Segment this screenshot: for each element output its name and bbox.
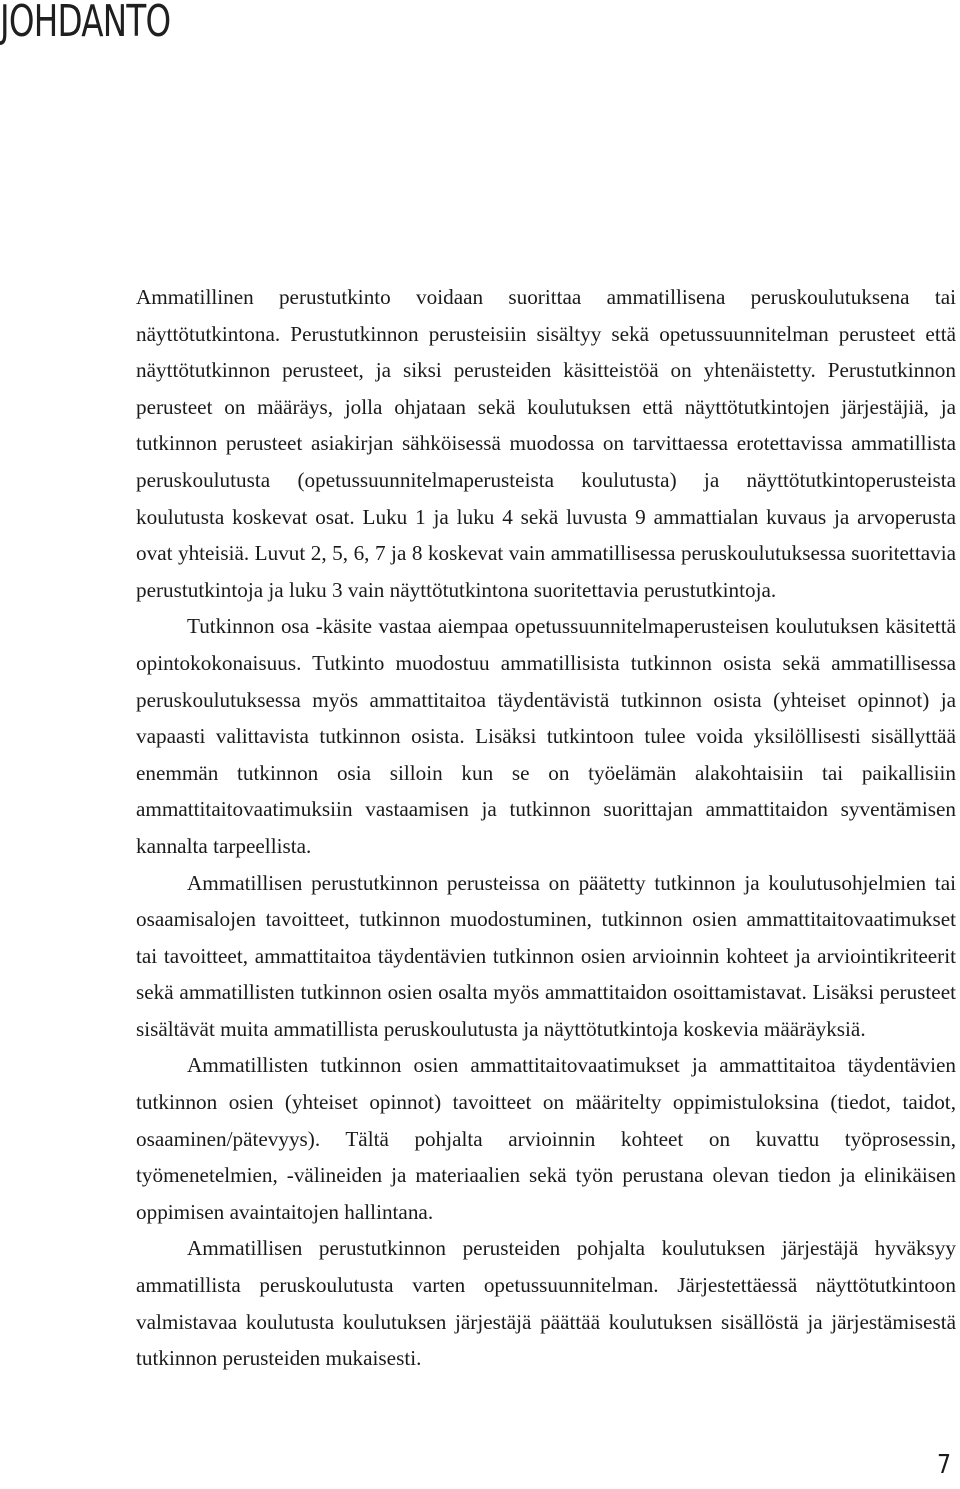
paragraph-3: Ammatillisen perustutkinnon perusteissa on päätetty tutkinnon ja koulutusohjelmien tai osaamisalojen tavoitteet, tutkinnon muodostuminen, tutkinnon osien ammattitaitovaatimukset tai tavoitteet, ammattitaitoa täydentävien tutkinnon osien arvioinnin kohteet ja arviointikriteerit sekä ammatillisten tutkinnon osien osalta myös ammattitaidon osoittamistavat. Lisäksi perusteet sisältävät muita ammatillista peruskoulutusta ja näyttötutkintoja koskevia määräyksiä. [136, 870, 956, 1041]
paragraph-4: Ammatillisten tutkinnon osien ammattitaitovaatimukset ja ammattitaitoa täydentävien tutkinnon osien (yhteiset opinnot) tavoitteet on määritelty oppimistuloksina (tiedot, taidot, osaaminen/pätevyys). Tältä pohjalta arvioinnin kohteet on kuvattu työprosessin, työmenetelmien, -välineiden ja materiaalien sekä työn perustana olevan tiedon ja elinikäisen oppimisen avaintaitojen hallintana. [136, 1053, 956, 1224]
paragraph-5: Ammatillisen perustutkinnon perusteiden pohjalta koulutuksen järjestäjä hyväksyy ammatillista peruskoulutusta varten opetussuunnitelman. Järjestettäessä näyttötutkintoon valmistavaa koulutusta koulutuksen järjestäjä päättää koulutuksen sisällöstä ja järjestämisestä tutkinnon perusteiden mukaisesti. [136, 1236, 956, 1371]
paragraph-1: Ammatillinen perustutkinto voidaan suorittaa ammatillisena peruskoulutuksena tai näyttötutkintona. Perustutkinnon perusteisiin sisältyy sekä opetussuunnitelman perusteet että näyttötutkinnon perusteet, ja siksi perusteiden käsitteistöä on yhtenäistetty. Perustutkinnon perusteet on määräys, jolla ohjataan sekä koulutuksen että näyttötutkintojen järjestäjiä, ja tutkinnon perusteet asiakirjan sähköisessä muodossa on tarvittaessa erotettavissa ammatillista peruskoulutusta (opetussuunnitelmaperusteista koulutusta) ja näyttötutkintoperusteista koulutusta koskevat osat. Luku 1 ja luku 4 sekä luvusta 9 ammattialan kuvaus ja arvoperusta ovat yhteisiä. Luvut 2, 5, 6, 7 ja 8 koskevat vain ammatillisessa peruskoulutuksessa suoritettavia perustutkintoja ja luku 3 vain näyttötutkintona suoritettavia perustutkintoja. [136, 285, 956, 602]
paragraph-2: Tutkinnon osa -käsite vastaa aiempaa opetussuunnitelmaperusteisen koulutuksen käsitettä opintokokonaisuus. Tutkinto muodostuu ammatillisista tutkinnon osista sekä ammatillisessa peruskoulutuksessa myös ammattitaitoa täydentävistä tutkinnon osista (yhteiset opinnot) ja vapaasti valittavista tutkinnon osista. Lisäksi tutkintoon tulee voida yksilöllisesti sisällyttää enemmän tutkinnon osia silloin kun se on työelämän alakohtaisiin tai paikallisiin ammattitaitovaatimuksiin vastaamisen ja tutkinnon suorittajan ammattitaidon syventämisen kannalta tarpeellista. [136, 614, 956, 858]
page-number: 7 [937, 1450, 952, 1480]
page-heading: JOHDANTO [0, 0, 171, 47]
body-text [136, 279, 956, 1377]
